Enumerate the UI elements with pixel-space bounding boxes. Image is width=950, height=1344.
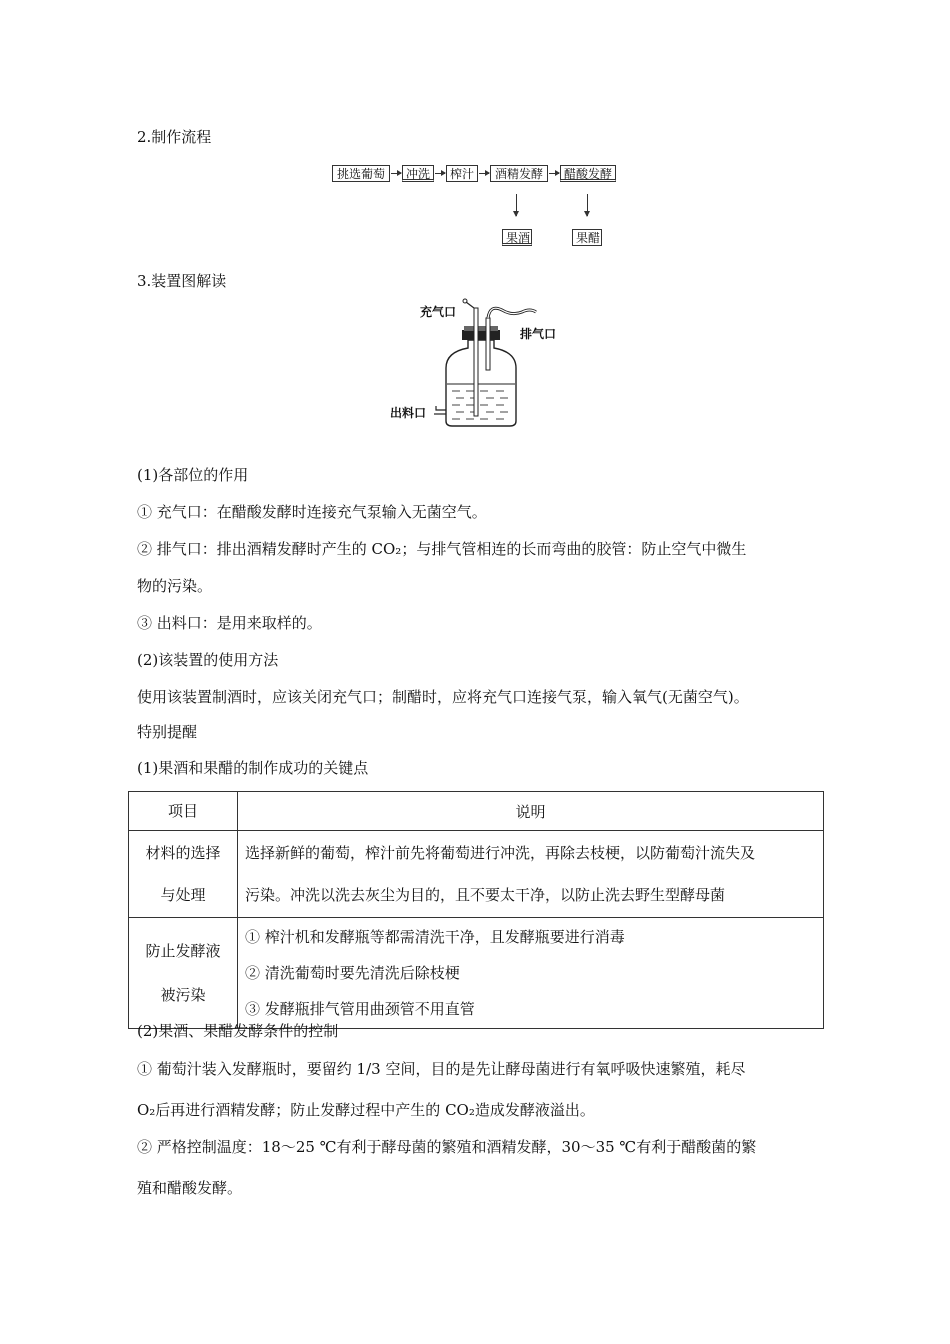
flow-output-vinegar: 果醋 [572, 229, 602, 246]
section-heading-process: 2.制作流程 [137, 128, 212, 146]
flow-step-rinse: 冲洗 [402, 165, 434, 182]
table-header-description: 说明 [238, 792, 824, 831]
table-cell-item [129, 831, 238, 918]
table-desc-line: 污染。冲洗以洗去灰尘为目的，且不要太干净，以防止洗去野生型酵母菌 [245, 886, 726, 904]
section-heading-apparatus: 3.装置图解读 [137, 272, 227, 290]
function-item-exhaust-line1: ② 排气口：排出酒精发酵时产生的 CO₂；与排气管相连的长而弯曲的胶管：防止空气中微生 [137, 540, 747, 558]
flow-step-alcohol-fermentation: 酒精发酵 [490, 165, 548, 182]
table-item-line: 被污染 [160, 986, 206, 1004]
table-desc-line: ① 榨汁机和发酵瓶等都需清洗干净，且发酵瓶要进行消毒 [245, 928, 625, 946]
table-item-line: 材料的选择 [145, 844, 221, 862]
flow-arrow [479, 173, 489, 174]
condition-item-2-line1: ② 严格控制温度：18～25 ℃有利于酵母菌的繁殖和酒精发酵，30～35 ℃有利于醋酸菌的繁 [137, 1138, 757, 1156]
flow-arrow-down [587, 194, 588, 216]
condition-item-2-line2: 殖和醋酸发酵。 [137, 1179, 243, 1197]
flow-arrow-down [516, 194, 517, 216]
table-header-row [129, 792, 824, 831]
condition-item-1-line2: O₂后再进行酒精发酵；防止发酵过程中产生的 CO₂造成发酵液溢出。 [137, 1101, 595, 1119]
table-item-line: 防止发酵液 [145, 942, 221, 960]
table-cell-item [129, 918, 238, 1029]
flow-output-wine: 果酒 [502, 229, 532, 246]
label-discharge-port: 出料口 [390, 406, 427, 420]
flow-step-juice: 榨汁 [446, 165, 478, 182]
table-desc-line: ② 清洗葡萄时要先清洗后除枝梗 [245, 964, 460, 982]
subheading-part-functions: (1)各部位的作用 [137, 466, 249, 484]
table-header-item: 项目 [129, 792, 238, 831]
key-points-table [128, 791, 824, 1029]
function-item-inlet: ① 充气口：在醋酸发酵时连接充气泵输入无菌空气。 [137, 503, 487, 521]
flow-arrow [549, 173, 559, 174]
table-cell-description [238, 918, 824, 1029]
table-row [129, 918, 824, 1029]
subheading-usage: (2)该装置的使用方法 [137, 651, 279, 669]
fermentation-apparatus-diagram [390, 296, 590, 428]
label-gas-inlet: 充气口 [420, 305, 457, 319]
table-item-line: 与处理 [160, 886, 206, 904]
reminder-title: 特别提醒 [137, 723, 198, 741]
table-row [129, 831, 824, 918]
table-desc-line: ③ 发酵瓶排气管用曲颈管不用直管 [245, 1000, 475, 1018]
flow-arrow [391, 173, 401, 174]
condition-item-1-line1: ① 葡萄汁装入发酵瓶时，要留约 1/3 空间，目的是先让酵母菌进行有氧呼吸快速繁殖，耗尽 [137, 1060, 746, 1078]
table-desc-line: 选择新鲜的葡萄，榨汁前先将葡萄进行冲洗，再除去枝梗，以防葡萄汁流失及 [245, 844, 756, 862]
flow-step-acetic-fermentation: 醋酸发酵 [560, 165, 616, 182]
flow-arrow [435, 173, 445, 174]
subheading-key-points: (1)果酒和果醋的制作成功的关键点 [137, 759, 369, 777]
table-cell-description [238, 831, 824, 918]
usage-text: 使用该装置制酒时，应该关闭充气口；制醋时，应将充气口连接气泵，输入氧气(无菌空气)。 [137, 688, 749, 706]
function-item-outlet: ③ 出料口：是用来取样的。 [137, 614, 322, 632]
function-item-exhaust-line2: 物的污染。 [137, 577, 213, 595]
flow-step-select-grapes: 挑选葡萄 [332, 165, 390, 182]
label-exhaust-port: 排气口 [520, 327, 557, 341]
subheading-conditions: (2)果酒、果醋发酵条件的控制 [137, 1022, 339, 1040]
